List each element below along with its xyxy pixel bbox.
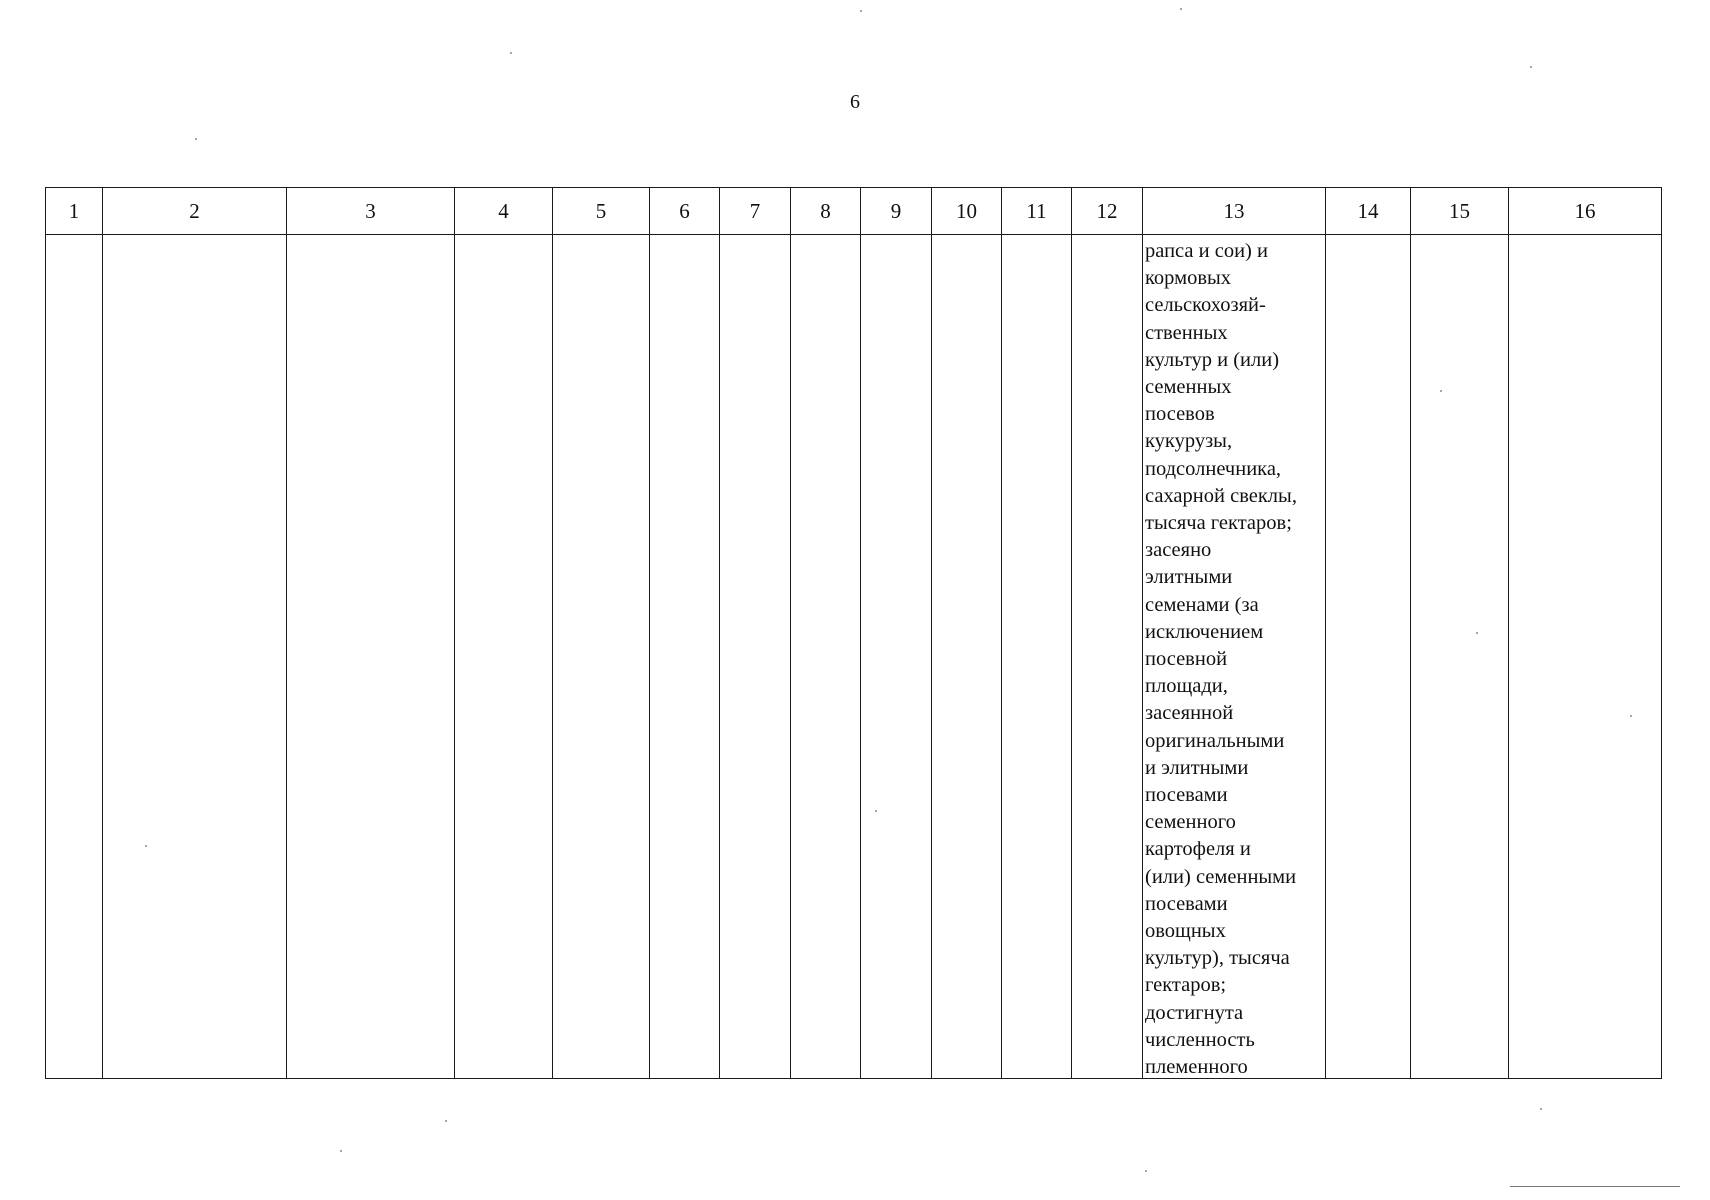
column-header-1: 1 (46, 188, 103, 235)
scan-speck (1630, 715, 1632, 717)
column-header-2: 2 (103, 188, 287, 235)
table-cell-col-1 (46, 235, 103, 1079)
column-header-15: 15 (1411, 188, 1509, 235)
table-cell-col-12 (1072, 235, 1143, 1079)
column-header-14: 14 (1326, 188, 1411, 235)
table-cell-col-11 (1002, 235, 1072, 1079)
page-number: 6 (850, 91, 860, 113)
table-cell-col-13 (1143, 235, 1326, 1079)
column-header-11: 11 (1002, 188, 1072, 235)
table-cell-col-2 (103, 235, 287, 1079)
table-cell-col-4 (455, 235, 553, 1079)
scan-speck (875, 810, 877, 812)
scan-speck (1540, 1108, 1542, 1110)
scan-speck (195, 138, 197, 140)
scan-speck (1440, 390, 1442, 392)
scan-speck (340, 1150, 342, 1152)
indicator-description-text: рапса и сои) и кормовых сельскохозяй- ственных культур и (или) семенных посевов кукурузы, подсолнечника, сахарной свеклы, тысяча гектаров; засеяно элитными семенами (за исключением посевной площади, засеянной оригинальными и элитными посевами семенного картофеля и (или) семенными посевами овощных культур), тысяча гектаров; достигнута численность племенного (1145, 240, 1297, 1078)
column-header-5: 5 (553, 188, 650, 235)
data-table (45, 187, 1662, 1079)
column-header-10: 10 (932, 188, 1002, 235)
column-header-8: 8 (791, 188, 861, 235)
table-cell-col-16 (1509, 235, 1662, 1079)
scan-speck (445, 1120, 447, 1122)
column-header-4: 4 (455, 188, 553, 235)
scan-speck (510, 52, 512, 54)
table-row (46, 235, 1662, 1079)
scan-mark (1510, 1186, 1680, 1187)
scan-speck (1180, 8, 1182, 10)
table-cell-col-15 (1411, 235, 1509, 1079)
header-row (46, 188, 1662, 235)
scan-speck (860, 10, 862, 12)
column-header-12: 12 (1072, 188, 1143, 235)
table-cell-col-10 (932, 235, 1002, 1079)
column-header-16: 16 (1509, 188, 1662, 235)
table-cell-col-9 (861, 235, 932, 1079)
table-cell-col-8 (791, 235, 861, 1079)
table-cell-col-14 (1326, 235, 1411, 1079)
column-header-6: 6 (650, 188, 720, 235)
scan-speck (145, 845, 147, 847)
table-cell-col-6 (650, 235, 720, 1079)
scan-speck (1530, 66, 1532, 68)
scan-speck (1476, 632, 1478, 634)
column-header-13: 13 (1143, 188, 1326, 235)
scan-speck (1145, 1170, 1147, 1172)
table-cell-col-7 (720, 235, 791, 1079)
column-header-7: 7 (720, 188, 791, 235)
table-cell-col-5 (553, 235, 650, 1079)
table-cell-col-3 (287, 235, 455, 1079)
column-header-3: 3 (287, 188, 455, 235)
column-header-9: 9 (861, 188, 932, 235)
